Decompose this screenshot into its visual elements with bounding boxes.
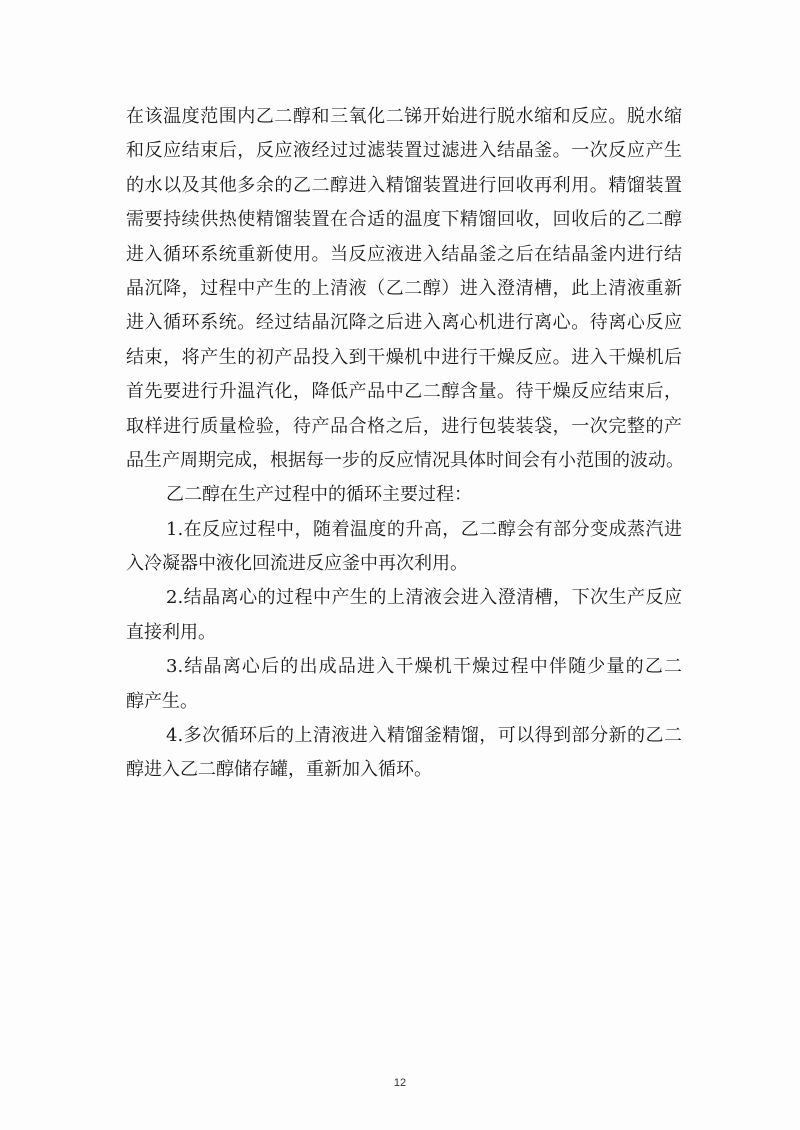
text-line: 结束，将产生的初产品投入到干燥机中进行干燥反应。进入干燥机后: [126, 346, 682, 368]
page-number: 12: [393, 1077, 407, 1089]
text-line: 进入循环系统。经过结晶沉降之后进入离心机进行离心。待离心反应: [126, 312, 682, 334]
text-line: 和反应结束后，反应液经过过滤装置过滤进入结晶釜。一次反应产生: [126, 140, 682, 162]
list-item-4-cont: 醇进入乙二醇储存罐，重新加入循环。: [126, 759, 432, 781]
text-line: 在该温度范围内乙二醇和三氧化二锑开始进行脱水缩和反应。脱水缩: [126, 106, 682, 127]
text-line: 品生产周期完成，根据每一步的反应情况具体时间会有小范围的波动。: [126, 449, 684, 471]
text-line: 首先要进行升温汽化，降低产品中乙二醇含量。待干燥反应结束后，: [126, 381, 682, 403]
list-item-3: 3.结晶离心后的出成品进入干燥机干燥过程中伴随少量的乙二: [166, 656, 682, 678]
list-item-1-cont: 入冷凝器中液化回流进反应釜中再次利用。: [126, 553, 468, 575]
text-line: 进入循环系统重新使用。当反应液进入结晶釜之后在结晶釜内进行结: [126, 243, 682, 265]
list-item-4: 4.多次循环后的上清液进入精馏釜精馏，可以得到部分新的乙二: [166, 725, 682, 747]
list-item-2: 2.结晶离心的过程中产生的上清液会进入澄清槽，下次生产反应: [166, 587, 682, 609]
text-line: 取样进行质量检验，待产品合格之后，进行包装装袋，一次完整的产: [126, 415, 682, 437]
list-item-3-cont: 醇产生。: [126, 690, 198, 712]
list-item-1: 1.在反应过程中，随着温度的升高，乙二醇会有部分变成蒸汽进: [166, 518, 682, 540]
text-line: 的水以及其他多余的乙二醇进入精馏装置进行回收再利用。精馏装置: [126, 174, 682, 196]
text-line: 晶沉降，过程中产生的上清液（乙二醇）进入澄清槽，此上清液重新: [126, 277, 682, 299]
section-heading: 乙二醇在生产过程中的循环主要过程：: [166, 484, 472, 506]
list-item-2-cont: 直接利用。: [126, 621, 216, 643]
body-text: [126, 100, 682, 788]
text-line: 需要持续供热使精馏装置在合适的温度下精馏回收，回收后的乙二醇: [126, 209, 682, 231]
